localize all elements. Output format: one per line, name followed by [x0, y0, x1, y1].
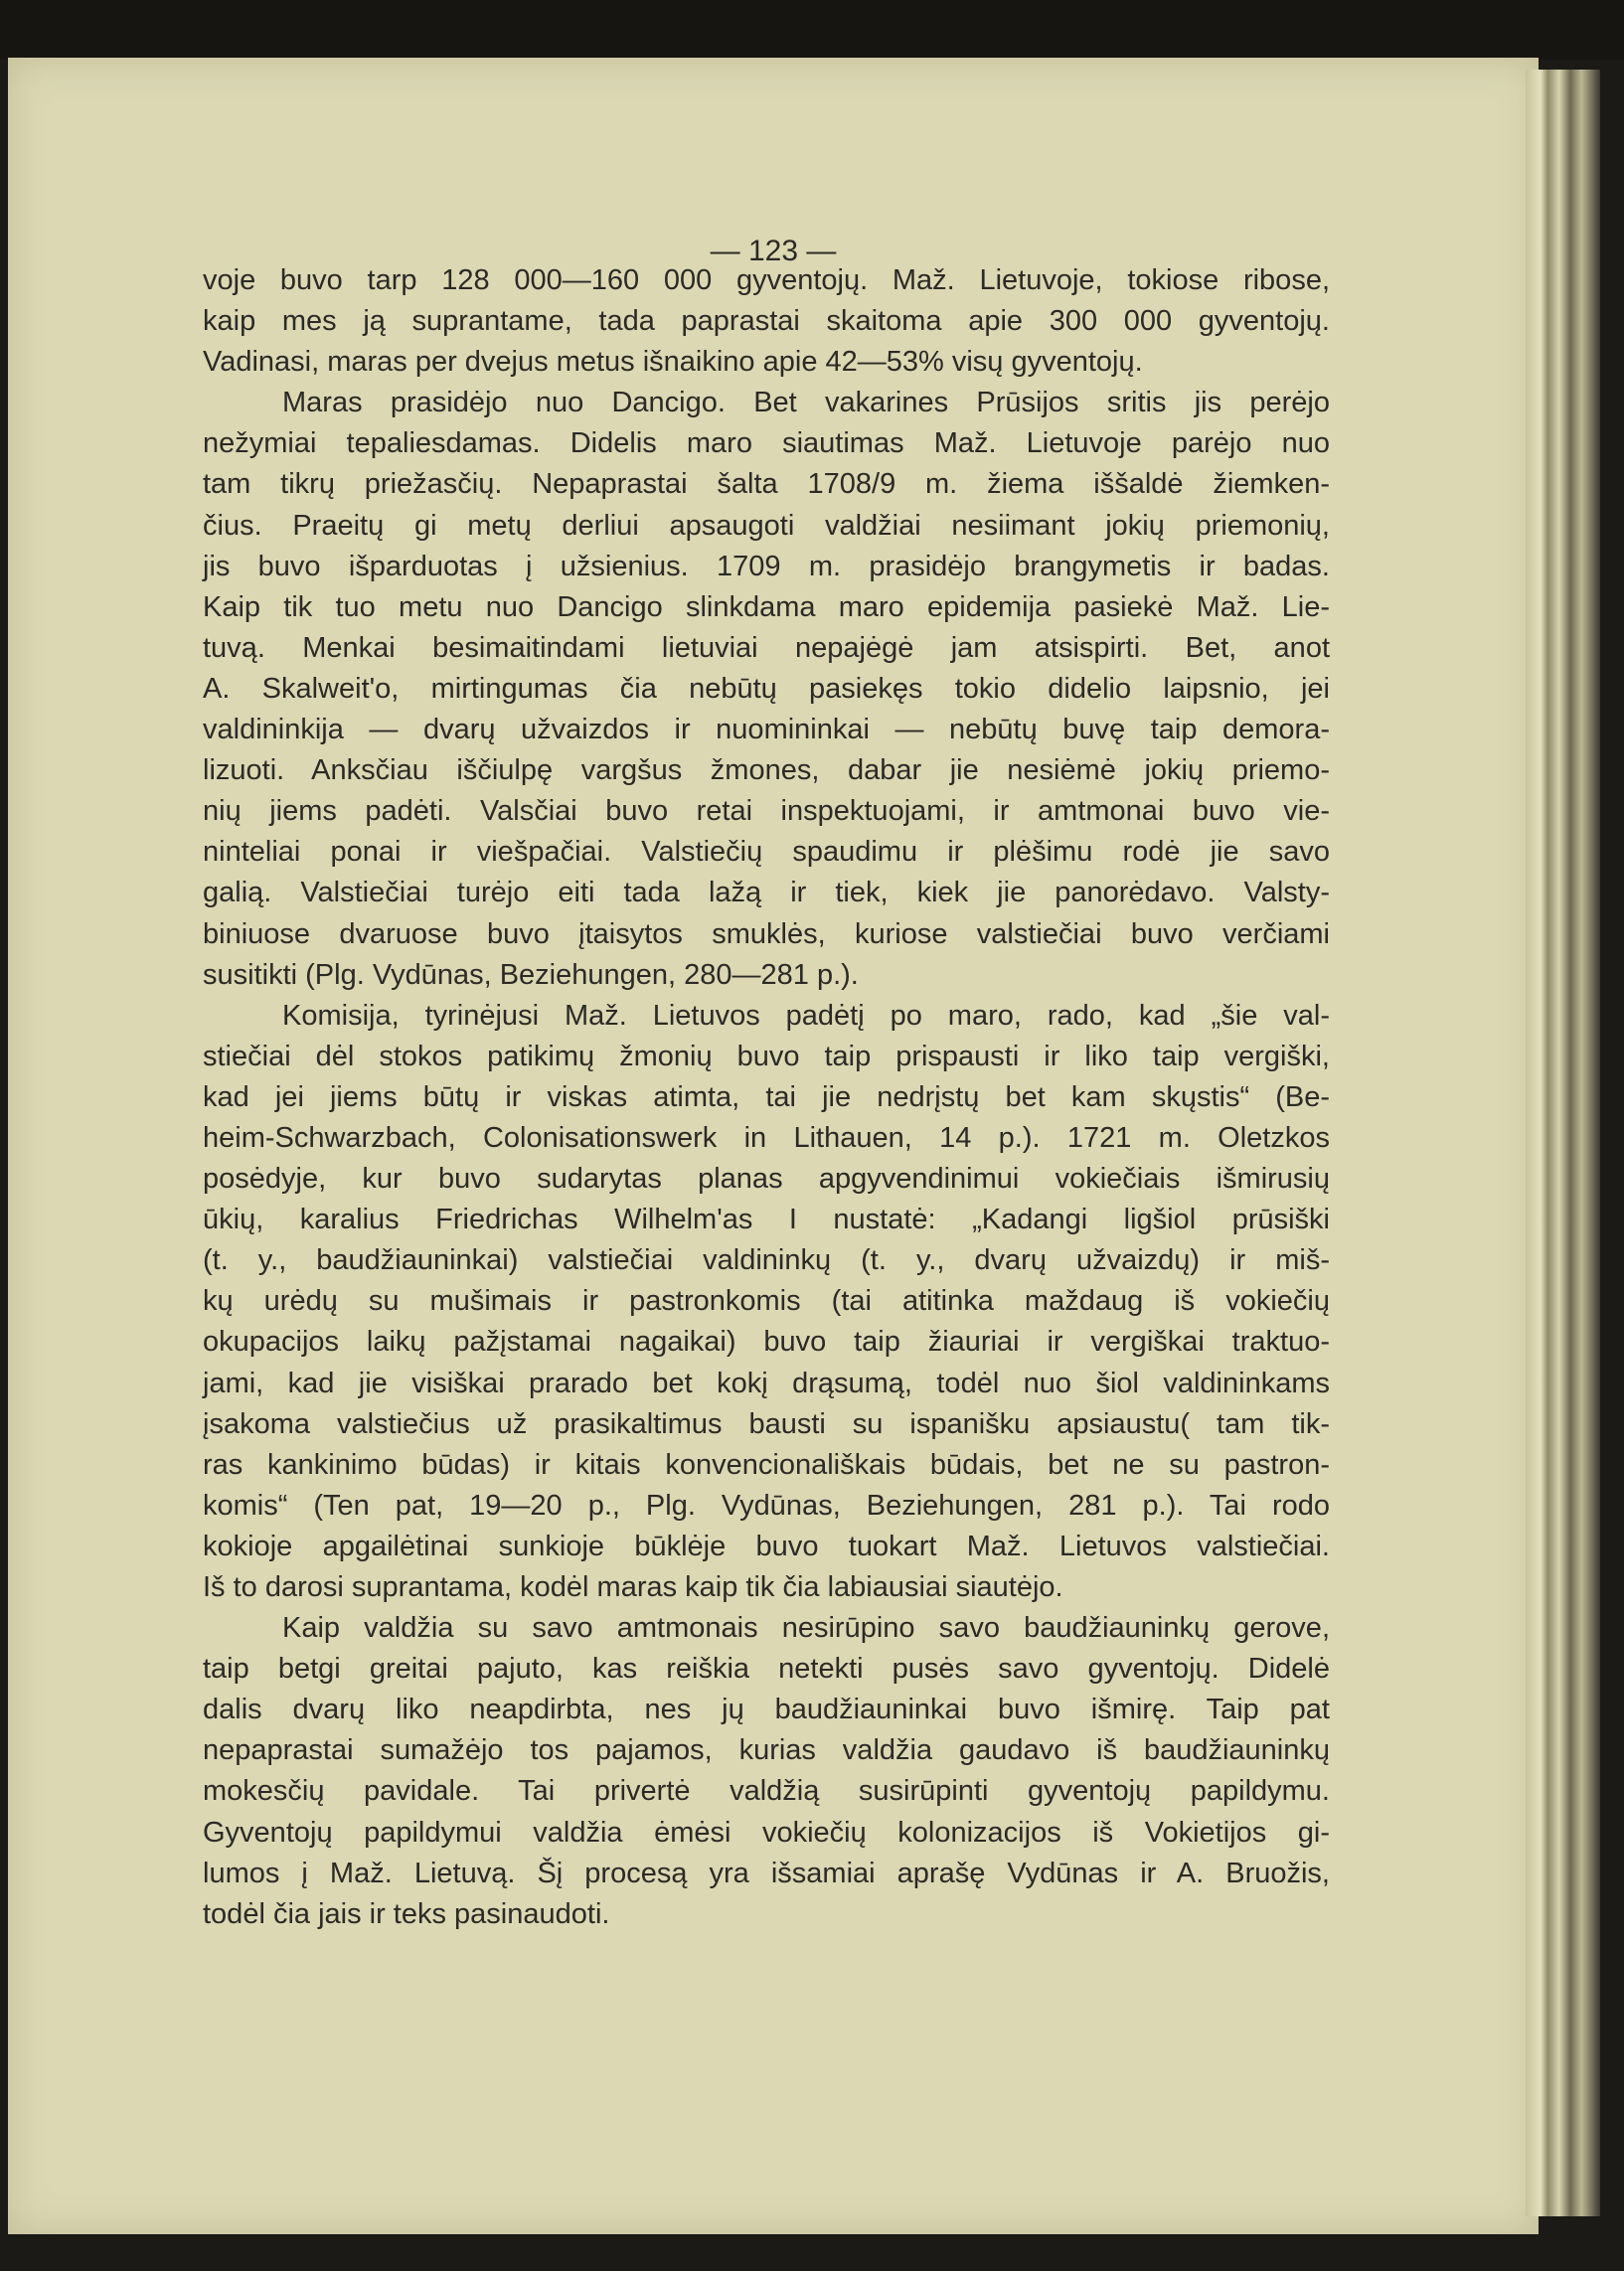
- text-line: mokesčių pavidale. Tai privertė valdžią susirūpinti gyventojų papildymu.: [203, 1775, 1330, 1808]
- text-line: Maras prasidėjo nuo Dancigo. Bet vakarines Prūsijos sritis jis perėjo: [282, 387, 1330, 419]
- text-line: Gyventojų papildymui valdžia ėmėsi vokiečių kolonizacijos iš Vokietijos gi-: [203, 1816, 1330, 1849]
- text-line: valdininkija — dvarų užvaizdos ir nuomininkai — nebūtų buvę taip demora-: [203, 714, 1330, 746]
- text-line: susitikti (Plg. Vydūnas, Beziehungen, 280—281 p.).: [203, 958, 859, 991]
- text-line: komis“ (Ten pat, 19—20 p., Plg. Vydūnas, Beziehungen, 281 p.). Tai rodo: [203, 1489, 1330, 1522]
- text-line: tam tikrų priežasčių. Nepaprastai šalta 1708/9 m. žiema iššaldė žiemken-: [203, 468, 1330, 501]
- text-line: tuvą. Menkai besimaitindami lietuviai nepajėgė jam atsispirti. Bet, anot: [203, 631, 1330, 664]
- text-line: stiečiai dėl stokos patikimų žmonių buvo taip prispausti ir liko taip vergiški,: [203, 1040, 1330, 1072]
- text-line: nepaprastai sumažėjo tos pajamos, kurias valdžia gaudavo iš baudžiauninkų: [203, 1734, 1330, 1767]
- text-line: (t. y., baudžiauninkai) valstiečiai valdininkų (t. y., dvarų užvaizdų) ir miš-: [203, 1244, 1330, 1277]
- text-line: okupacijos laikų pažįstamai nagaikai) buvo taip žiauriai ir vergiškai traktuo-: [203, 1326, 1330, 1359]
- text-line: Kaip valdžia su savo amtmonais nesirūpino savo baudžiauninkų gerove,: [282, 1612, 1330, 1645]
- text-line: dalis dvarų liko neapdirbta, nes jų baudžiauninkai buvo išmirę. Taip pat: [203, 1694, 1330, 1726]
- text-line: galią. Valstiečiai turėjo eiti tada lažą ir tiek, kiek jie panorėdavo. Valsty-: [203, 877, 1330, 909]
- text-line: jis buvo išparduotas į užsienius. 1709 m. prasidėjo brangymetis ir badas.: [203, 550, 1330, 582]
- text-line: čius. Praeitų gi metų derliui apsaugoti valdžiai nesiimant jokių priemonių,: [203, 509, 1330, 542]
- text-line: jami, kad jie visiškai prarado bet kokį drąsumą, todėl nuo šiol valdininkams: [203, 1367, 1330, 1399]
- text-line: ūkių, karalius Friedrichas Wilhelm'as I nustatė: „Kadangi ligšiol prūsiški: [203, 1204, 1330, 1236]
- text-line: nežymiai tepaliesdamas. Didelis maro siautimas Maž. Lietuvoje parėjo nuo: [203, 427, 1330, 460]
- page-edges: [1526, 70, 1600, 2216]
- text-line: kokioje apgailėtinai sunkioje būklėje buvo tuokart Maž. Lietuvos valstiečiai.: [203, 1530, 1330, 1562]
- text-line: Komisija, tyrinėjusi Maž. Lietuvos padėtį po maro, rado, kad „šie val-: [282, 999, 1330, 1032]
- text-line: Iš to darosi suprantama, kodėl maras kaip tik čia labiausiai siautėjo.: [203, 1571, 1063, 1603]
- scan-border: [0, 0, 1624, 60]
- text-line: voje buvo tarp 128 000—160 000 gyventojų. Maž. Lietuvoje, tokiose ribose,: [203, 264, 1330, 296]
- text-line: nių jiems padėti. Valsčiai buvo retai inspektuojami, ir amtmonai buvo vie-: [203, 795, 1330, 828]
- text-line: Vadinasi, maras per dvejus metus išnaikino apie 42—53% visų gyventojų.: [203, 346, 1143, 379]
- text-line: heim-Schwarzbach, Colonisationswerk in Lithauen, 14 p.). 1721 m. Oletzkos: [203, 1121, 1330, 1154]
- text-line: Kaip tik tuo metu nuo Dancigo slinkdama maro epidemija pasiekė Maž. Lie-: [203, 590, 1330, 623]
- text-line: A. Skalweit'o, mirtingumas čia nebūtų pasiekęs tokio didelio laipsnio, jei: [203, 672, 1330, 705]
- text-line: įsakoma valstiečius už prasikaltimus bausti su ispanišku apsiaustu( tam tik-: [203, 1407, 1330, 1440]
- text-line: taip betgi greitai pajuto, kas reiškia netekti pusės savo gyventojų. Didelė: [203, 1653, 1330, 1686]
- text-line: todėl čia jais ir teks pasinaudoti.: [203, 1897, 610, 1930]
- text-line: kaip mes ją suprantame, tada paprastai skaitoma apie 300 000 gyventojų.: [203, 305, 1330, 338]
- text-line: kad jei jiems būtų ir viskas atimta, tai jie nedrįstų bet kam skųstis“ (Be-: [203, 1080, 1330, 1113]
- text-line: kų urėdų su mušimais ir pastronkomis (tai atitinka maždaug iš vokiečių: [203, 1285, 1330, 1318]
- page-number: — 123 —: [710, 235, 837, 267]
- text-line: lizuoti. Anksčiau iščiulpę vargšus žmones, dabar jie nesiėmė jokių priemo-: [203, 754, 1330, 787]
- text-line: biniuose dvaruose buvo įtaisytos smuklės, kuriose valstiečiai buvo verčiami: [203, 917, 1330, 950]
- text-line: posėdyje, kur buvo sudarytas planas apgyvendinimui vokiečiais išmirusių: [203, 1163, 1330, 1196]
- body-text: [203, 260, 1330, 1935]
- text-line: lumos į Maž. Lietuvą. Šį procesą yra išsamiai aprašę Vydūnas ir A. Bruožis,: [203, 1857, 1330, 1889]
- text-line: ninteliai ponai ir viešpačiai. Valstiečių spaudimu ir plėšimu rodė jie savo: [203, 836, 1330, 869]
- text-line: ras kankinimo būdas) ir kitais konvencionališkais būdais, bet ne su pastron-: [203, 1448, 1330, 1481]
